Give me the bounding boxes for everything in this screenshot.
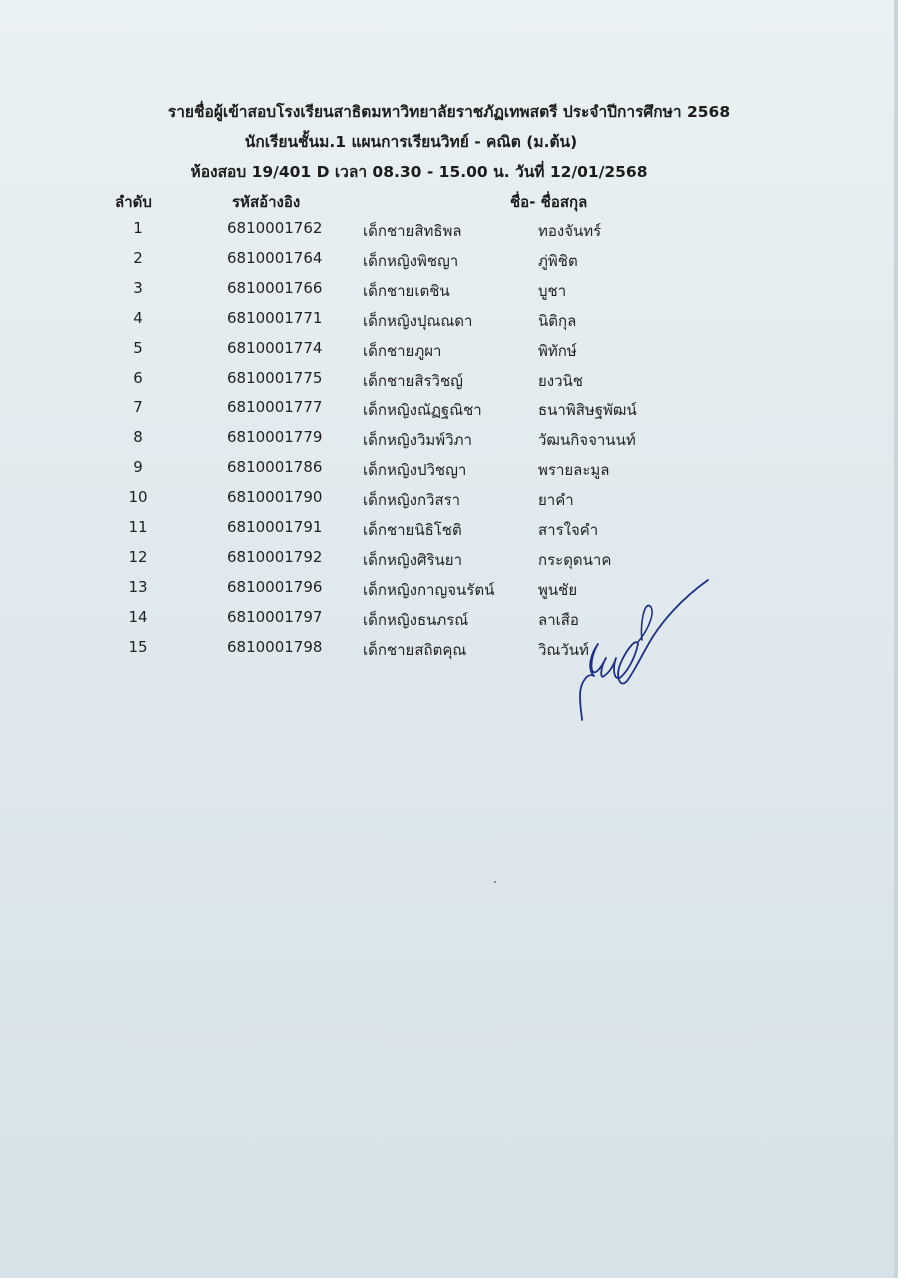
- student-code: 6810001774: [227, 338, 323, 357]
- student-last-name: ยงวนิช: [538, 371, 583, 390]
- student-first-name: เด็กหญิงกวิสรา: [363, 491, 461, 510]
- student-last-name: ธนาพิสิษฐพัฒน์: [538, 401, 637, 420]
- student-last-name: ยาคำ: [538, 491, 574, 510]
- student-first-name: เด็กชายสิรวิชญ์: [363, 371, 463, 390]
- student-number: 8: [133, 428, 143, 447]
- student-code: 6810001797: [227, 607, 323, 626]
- student-last-name: ทองจันทร์: [538, 222, 602, 240]
- table-row: [0, 428, 898, 458]
- table-row: [0, 369, 898, 399]
- student-number: 1: [133, 219, 143, 237]
- student-last-name: กระดุดนาค: [538, 550, 612, 569]
- student-first-name: เด็กหญิงณัฏฐณิชา: [363, 401, 482, 420]
- signature-mark: [570, 572, 720, 732]
- student-number: 6: [133, 368, 143, 387]
- document-title: รายชื่อผู้เข้าสอบโรงเรียนสาธิตมหาวิทยาลัยราชภัฏเทพสตรี ประจำปีการศึกษา 2568: [167, 103, 731, 121]
- table-row: [0, 488, 898, 518]
- student-code: 6810001762: [227, 219, 323, 237]
- table-row: [0, 578, 898, 608]
- student-code: 6810001790: [227, 488, 323, 507]
- student-last-name: ภู่พิชิต: [538, 251, 578, 270]
- column-header-name: ชื่อ- ชื่อสกุล: [510, 193, 588, 211]
- student-last-name: วิณวันท์: [538, 640, 589, 659]
- student-number: 7: [133, 398, 143, 417]
- student-first-name: เด็กหญิงพิชญา: [363, 251, 459, 270]
- table-row: [0, 309, 898, 339]
- student-number: 11: [128, 518, 148, 536]
- student-code: 6810001771: [227, 308, 323, 327]
- table-row: [0, 339, 898, 369]
- student-number: 2: [133, 248, 143, 267]
- student-first-name: เด็กชายสถิตคุณ: [363, 640, 467, 659]
- student-code: 6810001766: [227, 278, 323, 297]
- table-row: [0, 398, 898, 428]
- student-first-name: เด็กหญิงวิมพ์วิภา: [363, 431, 472, 450]
- student-number: 13: [128, 577, 148, 596]
- student-code: 6810001786: [227, 458, 323, 477]
- student-code: 6810001779: [227, 428, 323, 447]
- student-last-name: สารใจคำ: [538, 521, 599, 539]
- column-header-no: ลำดับ: [115, 193, 152, 211]
- student-first-name: เด็กชายภูผา: [363, 341, 442, 360]
- table-row: [0, 219, 898, 249]
- student-first-name: เด็กหญิงปวิชญา: [363, 461, 467, 480]
- student-first-name: เด็กชายสิทธิพล: [363, 222, 462, 240]
- student-number: 12: [128, 547, 148, 566]
- student-code: 6810001777: [227, 398, 323, 417]
- table-row: [0, 638, 898, 668]
- student-last-name: พิทักษ์: [538, 341, 577, 360]
- student-last-name: นิติกุล: [538, 311, 577, 330]
- table-row: [0, 279, 898, 309]
- student-first-name: เด็กหญิงศิรินยา: [363, 550, 462, 569]
- student-first-name: เด็กชายเตชิน: [363, 281, 450, 300]
- student-number: 10: [128, 488, 148, 507]
- speck: [494, 881, 496, 883]
- student-last-name: ลาเสือ: [538, 610, 579, 629]
- student-first-name: เด็กชายนิธิโชติ: [363, 521, 462, 539]
- student-number: 14: [128, 607, 148, 626]
- table-row: [0, 608, 898, 638]
- column-header-code: รหัสอ้างอิง: [232, 193, 301, 211]
- document-subtitle: นักเรียนชั้นม.1 แผนการเรียนวิทย์ - คณิต (ม.ต้น): [244, 133, 578, 151]
- student-first-name: เด็กหญิงกาญจนรัตน์: [363, 580, 495, 599]
- table-row: [0, 458, 898, 488]
- student-last-name: วัฒนกิจจานนท์: [538, 431, 636, 450]
- table-row: [0, 548, 898, 578]
- student-code: 6810001775: [227, 368, 323, 387]
- student-first-name: เด็กหญิงปุณณดา: [363, 311, 473, 330]
- exam-room-info: ห้องสอบ 19/401 D เวลา 08.30 - 15.00 น. วันที่ 12/01/2568: [190, 163, 648, 181]
- student-number: 3: [133, 278, 143, 297]
- student-number: 9: [133, 458, 143, 477]
- student-code: 6810001764: [227, 248, 323, 267]
- student-number: 4: [133, 308, 143, 327]
- student-number: 5: [133, 338, 143, 357]
- student-code: 6810001791: [227, 518, 323, 536]
- table-row: [0, 518, 898, 548]
- student-last-name: พูนชัย: [538, 580, 578, 599]
- student-code: 6810001798: [227, 637, 323, 656]
- student-code: 6810001792: [227, 547, 323, 566]
- student-code: 6810001796: [227, 577, 323, 596]
- student-number: 15: [128, 637, 148, 656]
- student-first-name: เด็กหญิงธนภรณ์: [363, 610, 469, 629]
- student-last-name: บูชา: [538, 281, 567, 300]
- student-last-name: พรายละมูล: [538, 461, 610, 480]
- table-row: [0, 249, 898, 279]
